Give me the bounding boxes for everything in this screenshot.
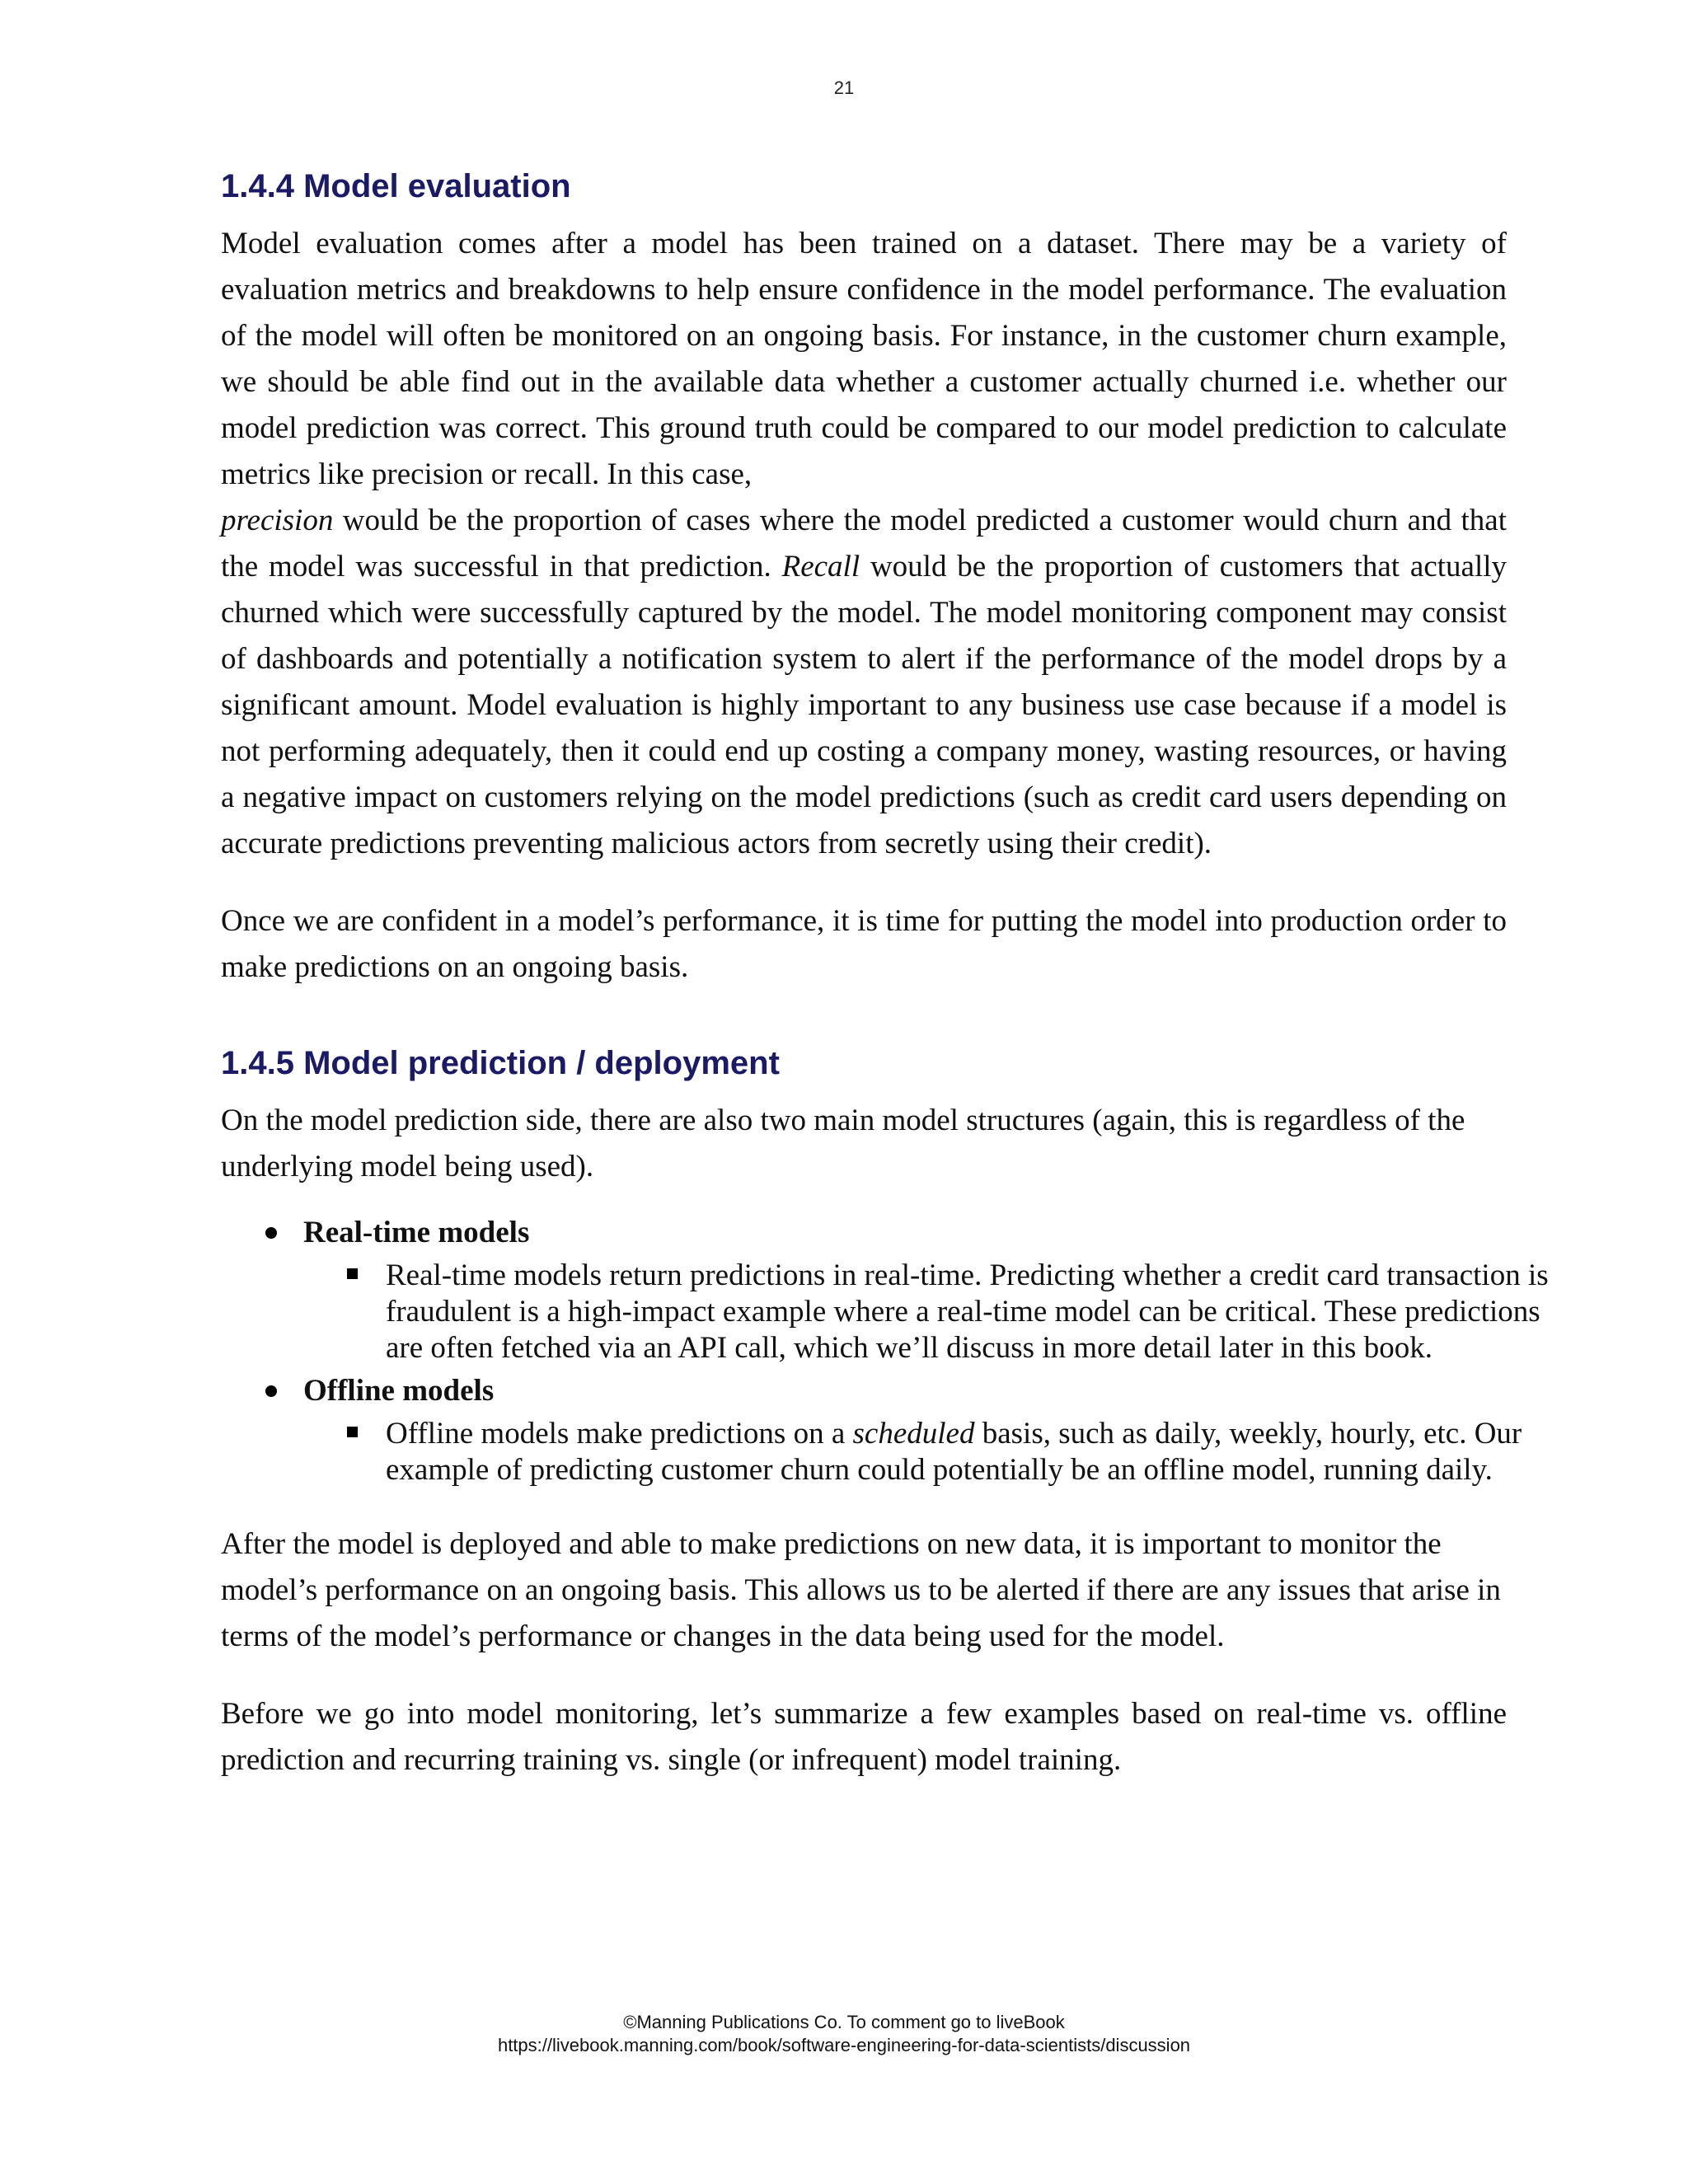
sub-item-text: Real-time models return predictions in real-time. Predicting whether a credit card transaction is fraudulent is a high-impact example where a real-time model can be critical. These predictions are often fetched via an API call, which we’ll discuss in more detail later in this book. [386, 1258, 1549, 1365]
square-bullet-icon [347, 1268, 358, 1279]
emphasis-recall: Recall [781, 550, 860, 583]
sub-list [303, 1416, 1522, 1488]
emphasis-precision: precision [221, 504, 334, 537]
bullet-title: Real-time models [303, 1216, 530, 1249]
bullet-icon [265, 1385, 277, 1397]
sub-item-text: basis, such as daily, weekly, hourly, etc. Our example of predicting customer churn could potentially be an offline model, running daily. [386, 1417, 1522, 1487]
section-heading-model-prediction: 1.4.5 Model prediction / deployment [221, 1045, 780, 1081]
paragraph-production: Once we are confident in a model’s performance, it is time for putting the model into production order to make predictions on an ongoing basis. [221, 904, 1507, 984]
emphasis-scheduled: scheduled [852, 1417, 975, 1451]
page-number: 21 [833, 77, 855, 98]
sub-list-item [303, 1416, 1581, 1488]
sub-list [303, 1258, 1549, 1366]
sub-item-text: Offline models make predictions on a [386, 1417, 853, 1451]
paragraph-text: would be the proportion of customers that actually churned which were successfully captured by the model. The model monitoring component may consist of dashboards and potentially a notification system to alert if the performance of the model drops by a significant amount. Model evaluation is highly important to any business use case because if a model is not performing adequately, then it could end up costing a company money, wasting resources, or having a negative impact on customers relying on the model predictions (such as credit card users depending on accurate predictions preventing malicious actors from secretly using their credit). [221, 550, 1507, 860]
square-bullet-icon [347, 1427, 358, 1437]
paragraph-model-evaluation [221, 221, 1507, 867]
footer [0, 2011, 1688, 2057]
sub-list-item [303, 1258, 1581, 1366]
page-content [221, 165, 1549, 1783]
list-item-offline [221, 1373, 1522, 1488]
list-item-real-time [221, 1215, 1549, 1366]
paragraph-summary: Before we go into model monitoring, let’s summarize a few examples based on real-time vs. offline prediction and recurring training vs. single (or infrequent) model training. [221, 1697, 1507, 1777]
paragraph-monitoring: After the model is deployed and able to make predictions on new data, it is important to monitor the model’s performance on an ongoing basis. This allows us to be alerted if there are any issues that arise in terms of the model’s performance or changes in the data being used for the model. [221, 1527, 1501, 1653]
paragraph-text: would be the proportion of cases where the model predicted a customer would churn and that the model was successful in that prediction. [221, 504, 1507, 583]
bullet-icon [265, 1227, 277, 1239]
model-structure-list [221, 1215, 1549, 1488]
paragraph-text: Model evaluation comes after a model has been trained on a dataset. There may be a variety of evaluation metrics and breakdowns to help ensure confidence in the model performance. The evaluation of the model will often be monitored on an ongoing basis. For instance, in the customer churn example, we should be able find out in the available data whether a customer actually churned i.e. whether our model prediction was correct. This ground truth could be compared to our model prediction to calculate metrics like precision or recall. In this case, [221, 227, 1507, 491]
section-heading-model-evaluation: 1.4.4 Model evaluation [221, 168, 571, 204]
bullet-title: Offline models [303, 1374, 495, 1408]
footer-copyright: ©Manning Publications Co. To comment go to liveBook [623, 2012, 1065, 2032]
footer-link[interactable]: https://livebook.manning.com/book/software-engineering-for-data-scientists/discussion [497, 2035, 1191, 2055]
paragraph-prediction-intro: On the model prediction side, there are also two main model structures (again, this is regardless of the underlying model being used). [221, 1104, 1465, 1183]
